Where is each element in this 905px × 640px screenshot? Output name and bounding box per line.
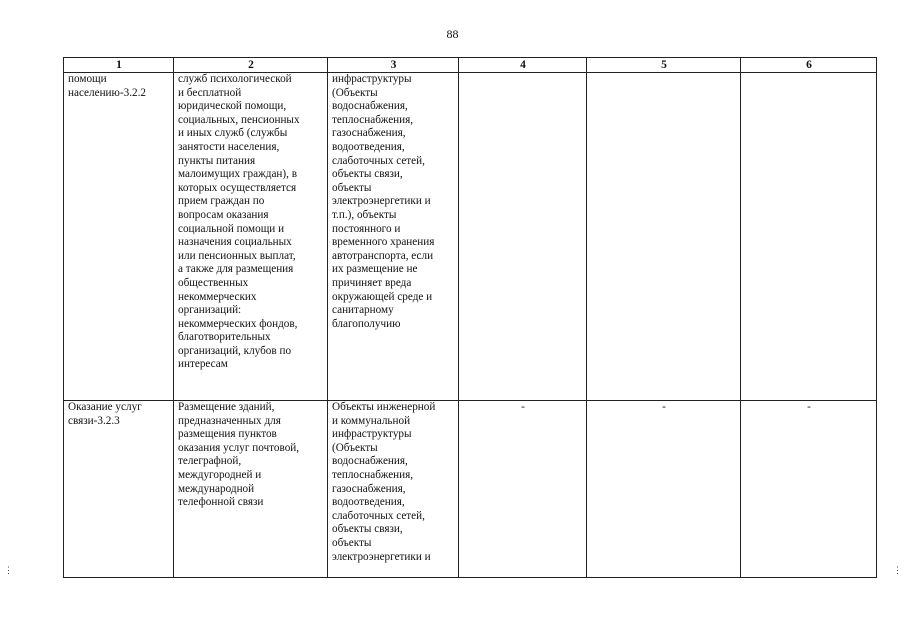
cell-line: водоотведения,	[332, 496, 405, 509]
page-number: 88	[446, 27, 459, 41]
cell-line: Оказание услуг	[68, 401, 142, 413]
cell-line: социальной помощи и	[178, 222, 285, 235]
cell-line: объекты связи,	[332, 168, 403, 181]
row-1-col-5	[587, 73, 741, 401]
cell-line: электроэнергетики и	[332, 195, 431, 208]
cell-line: некоммерческих фондов,	[178, 317, 298, 330]
cell-line: водоотведения,	[332, 140, 405, 153]
cell-line: слаботочных сетей,	[332, 154, 425, 167]
cell-line: международной	[178, 482, 255, 495]
row-2-col-6: -	[741, 401, 877, 578]
cell-line: объекты связи,	[332, 523, 403, 536]
cell-line: (Объекты	[332, 86, 378, 99]
cell-line: междугородней и	[178, 468, 262, 481]
table-header-row	[64, 58, 877, 73]
cell-line: автотранспорта, если	[332, 249, 434, 262]
row-2-col-2	[174, 401, 328, 578]
cell-line: которых осуществляется	[178, 181, 297, 194]
cell-line: инфраструктуры	[332, 428, 412, 441]
cell-line: организаций, клубов по	[178, 344, 292, 357]
cell-line: слаботочных сетей,	[332, 509, 425, 522]
cell-line: интересам	[178, 358, 228, 371]
cell-line: причиняет вреда	[332, 276, 412, 289]
cell-line: т.п.), объекты	[332, 208, 397, 221]
cell-line: некоммерческих	[178, 290, 257, 303]
cell-line: благополучию	[332, 317, 401, 330]
cell-line: электроэнергетики и	[332, 550, 431, 563]
cell-line: или пенсионных выплат,	[178, 249, 296, 262]
cell-line: юридической помощи,	[178, 100, 287, 113]
cell-line: водоснабжения,	[332, 100, 408, 113]
row-2-col-3	[328, 401, 459, 578]
row-1-col-6	[741, 73, 877, 401]
header-col-6: 6	[741, 58, 877, 73]
cell-line: теплоснабжения,	[332, 113, 414, 126]
cell-line: объекты	[332, 181, 372, 194]
row-1-col-2	[174, 73, 328, 401]
cell-line: вопросам оказания	[178, 208, 269, 221]
table-row	[64, 73, 877, 401]
row-1-col-1	[64, 73, 174, 401]
cell-line: размещения пунктов	[178, 428, 277, 441]
row-2-col-1	[64, 401, 174, 578]
cell-line: малоимущих граждан), в	[178, 168, 298, 181]
cell-line: (Объекты	[332, 441, 378, 454]
cell-line: Объекты инженерной	[332, 401, 436, 413]
cell-line: связи-3.2.3	[68, 414, 120, 427]
cell-line: социальных, пенсионных	[178, 113, 300, 126]
row-1-col-4	[459, 73, 587, 401]
cell-line: служб психологической	[178, 73, 292, 85]
table-row	[64, 401, 877, 578]
header-col-1: 1	[64, 58, 174, 73]
cell-line: занятости населения,	[178, 140, 280, 153]
cell-line: газоснабжения,	[332, 127, 406, 140]
cell-line: телеграфной,	[178, 455, 242, 468]
cell-line: газоснабжения,	[332, 482, 406, 495]
cell-line: и иных служб (службы	[178, 127, 288, 140]
cell-line: а также для размещения	[178, 263, 294, 276]
cell-line: благотворительных	[178, 331, 271, 344]
cell-line: назначения социальных	[178, 236, 292, 249]
cell-line: объекты	[332, 536, 372, 549]
row-1-col-3	[328, 73, 459, 401]
header-col-3: 3	[328, 58, 459, 73]
cell-line: теплоснабжения,	[332, 468, 414, 481]
cell-line: и коммунальной	[332, 414, 411, 427]
cell-line: пункты питания	[178, 154, 256, 167]
right-margin-mark: ⋮	[893, 565, 902, 575]
cell-line: их размещение не	[332, 263, 418, 276]
left-margin-mark: ⋮	[4, 565, 13, 575]
cell-line: Размещение зданий,	[178, 401, 275, 413]
cell-line: водоснабжения,	[332, 455, 408, 468]
cell-line: организаций:	[178, 304, 242, 317]
cell-line: постоянного и	[332, 222, 401, 235]
cell-line: и бесплатной	[178, 86, 242, 99]
cell-line: санитарному	[332, 304, 394, 317]
cell-line: населению-3.2.2	[68, 86, 147, 99]
cell-line: помощи	[68, 73, 107, 85]
regulation-table	[63, 57, 877, 578]
cell-line: временного хранения	[332, 236, 435, 249]
cell-line: инфраструктуры	[332, 73, 412, 85]
header-col-5: 5	[587, 58, 741, 73]
cell-line: общественных	[178, 276, 249, 289]
cell-line: окружающей среде и	[332, 290, 433, 303]
cell-line: телефонной связи	[178, 496, 264, 509]
header-col-2: 2	[174, 58, 328, 73]
header-col-4: 4	[459, 58, 587, 73]
row-2-col-4: -	[459, 401, 587, 578]
cell-line: оказания услуг почтовой,	[178, 441, 300, 454]
row-2-col-5: -	[587, 401, 741, 578]
cell-line: предназначенных для	[178, 414, 281, 427]
cell-line: прием граждан по	[178, 195, 265, 208]
